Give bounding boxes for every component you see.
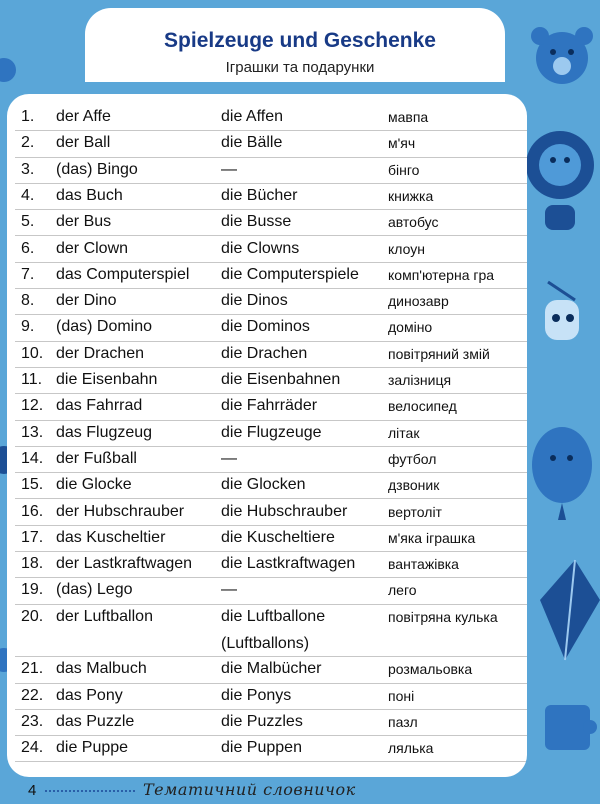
singular-form: der Clown [56,239,129,257]
page-subtitle: Іграшки та подарунки [225,59,375,76]
table-row [15,262,527,289]
plural-form: die Puzzles [221,712,303,730]
plural-form-alt: (Luftballons) [221,634,310,652]
singular-form: der Luftballon [56,607,153,625]
ukrainian-translation: вантажівка [388,556,459,573]
plural-form: die Lastkraftwagen [221,555,356,573]
lion-icon [526,131,594,230]
kite-icon [540,560,600,660]
ukrainian-translation: динозавр [388,293,449,310]
table-row [15,393,527,420]
singular-form: der Hubschrauber [56,502,185,520]
table-row [15,683,527,710]
ukrainian-translation: залізниця [388,372,452,388]
plural-form: — [221,449,237,467]
table-row [15,183,527,210]
entry-number: 9. [21,318,35,336]
plural-form: die Bälle [221,134,283,152]
singular-form: (das) Lego [56,581,133,599]
plural-form: die Computerspiele [221,265,359,283]
table-row [15,130,527,157]
ukrainian-translation: літак [388,424,420,441]
robot-icon [545,282,579,340]
table-row [15,551,527,578]
plural-form: die Puppen [221,739,302,757]
singular-form: der Affe [56,108,111,125]
singular-form: der Dino [56,292,117,310]
entry-number: 8. [21,292,35,310]
entry-number: 19. [21,581,44,599]
table-row [15,104,527,131]
table-row [15,157,527,184]
singular-form: das Flugzeug [56,423,153,441]
singular-form: die Eisenbahn [56,371,158,388]
entry-number: 21. [21,660,44,678]
entry-number: 6. [21,239,35,257]
table-row [15,367,527,394]
table-row [15,288,527,315]
entry-number: 12. [21,397,44,415]
table-row [15,420,527,447]
singular-form: (das) Bingo [56,160,138,178]
entry-number: 17. [21,528,44,546]
table-row [15,209,527,236]
table-row [15,604,527,658]
singular-form: das Malbuch [56,660,147,678]
entry-number: 10. [21,344,44,362]
table-row [15,525,527,552]
ukrainian-translation: футбол [388,450,437,467]
singular-form: der Bus [56,213,112,231]
plural-form: die Dominos [221,318,310,336]
ukrainian-translation: розмальовка [388,661,473,678]
ukrainian-translation: повітряна кулька [388,608,498,625]
singular-form: der Lastkraftwagen [56,555,193,573]
entry-number: 4. [21,186,35,204]
balloon-icon [532,427,592,520]
ukrainian-translation: м'яка іграшка [388,529,476,546]
ukrainian-translation: пазл [388,713,418,730]
singular-form: der Fußball [56,449,137,467]
footer-text: Тематичний словничок [143,780,356,799]
footer-dotted-line [45,790,135,792]
plural-form: — [221,581,237,599]
page-number: 4 [28,782,37,799]
ukrainian-translation: комп'ютерна гра [388,266,495,283]
table-row [15,499,527,526]
entry-number: 18. [21,555,44,573]
entry-number: 16. [21,502,44,520]
ukrainian-translation: вертоліт [388,503,442,520]
entry-number: 5. [21,213,35,231]
entry-number: 20. [21,607,44,625]
singular-form: die Puppe [56,739,129,757]
entry-number: 15. [21,476,44,494]
entry-number: 1. [21,108,35,125]
ukrainian-translation: поні [388,687,415,704]
singular-form: der Drachen [56,344,145,362]
entry-number: 7. [21,265,35,283]
plural-form: die Eisenbahnen [221,371,341,388]
ukrainian-translation: велосипед [388,398,457,415]
ukrainian-translation: повітряний змій [388,345,490,362]
ukrainian-translation: доміно [388,319,433,336]
table-row [15,735,527,762]
table-row [15,709,527,736]
ukrainian-translation: лего [388,582,417,599]
plural-form: die Luftballone [221,607,326,625]
plural-form: die Clowns [221,239,300,257]
entry-number: 22. [21,686,44,704]
entry-number: 3. [21,160,35,178]
table-row [15,236,527,263]
singular-form: (das) Domino [56,318,153,336]
plural-form: die Dinos [221,292,288,310]
table-row [15,314,527,341]
ukrainian-translation: клоун [388,240,425,257]
plural-form: die Glocken [221,476,306,494]
entry-number: 2. [21,134,35,152]
plural-form: die Kuscheltiere [221,528,335,546]
ukrainian-translation: автобус [388,214,439,231]
singular-form: das Puzzle [56,712,135,730]
table-row [15,472,527,499]
ukrainian-translation: книжка [388,187,434,204]
ukrainian-translation: дзвоник [388,477,440,494]
plural-form: die Ponys [221,686,292,704]
plural-form: die Hubschrauber [221,502,348,520]
singular-form: das Pony [56,686,123,704]
ukrainian-translation: лялька [388,740,434,757]
singular-form: das Computerspiel [56,265,190,283]
singular-form: die Glocke [56,476,132,494]
entry-number: 23. [21,712,44,730]
entry-number: 24. [21,739,44,757]
page-title: Spielzeuge und Geschenke [164,29,436,52]
table-row [15,341,527,368]
plural-form: — [221,160,237,178]
ukrainian-translation: мавпа [388,109,429,125]
singular-form: das Fahrrad [56,397,143,415]
table-row [15,577,527,604]
singular-form: das Buch [56,186,123,204]
plural-form: die Fahrräder [221,397,318,415]
singular-form: der Ball [56,134,111,152]
ukrainian-translation: м'яч [388,135,416,152]
plural-form: die Malbücher [221,660,322,678]
table-row [15,446,527,473]
plural-form: die Flugzeuge [221,423,322,441]
plural-form: die Bücher [221,186,298,204]
entry-number: 11. [21,371,43,388]
entry-number: 14. [21,449,44,467]
table-row [15,656,527,683]
entry-number: 13. [21,423,44,441]
plural-form: die Drachen [221,344,308,362]
singular-form: das Kuscheltier [56,528,166,546]
vocabulary-card [7,94,527,777]
plural-form: die Affen [221,108,283,125]
puzzle-icon [545,705,597,750]
plural-form: die Busse [221,213,292,231]
ukrainian-translation: бінго [388,161,420,178]
